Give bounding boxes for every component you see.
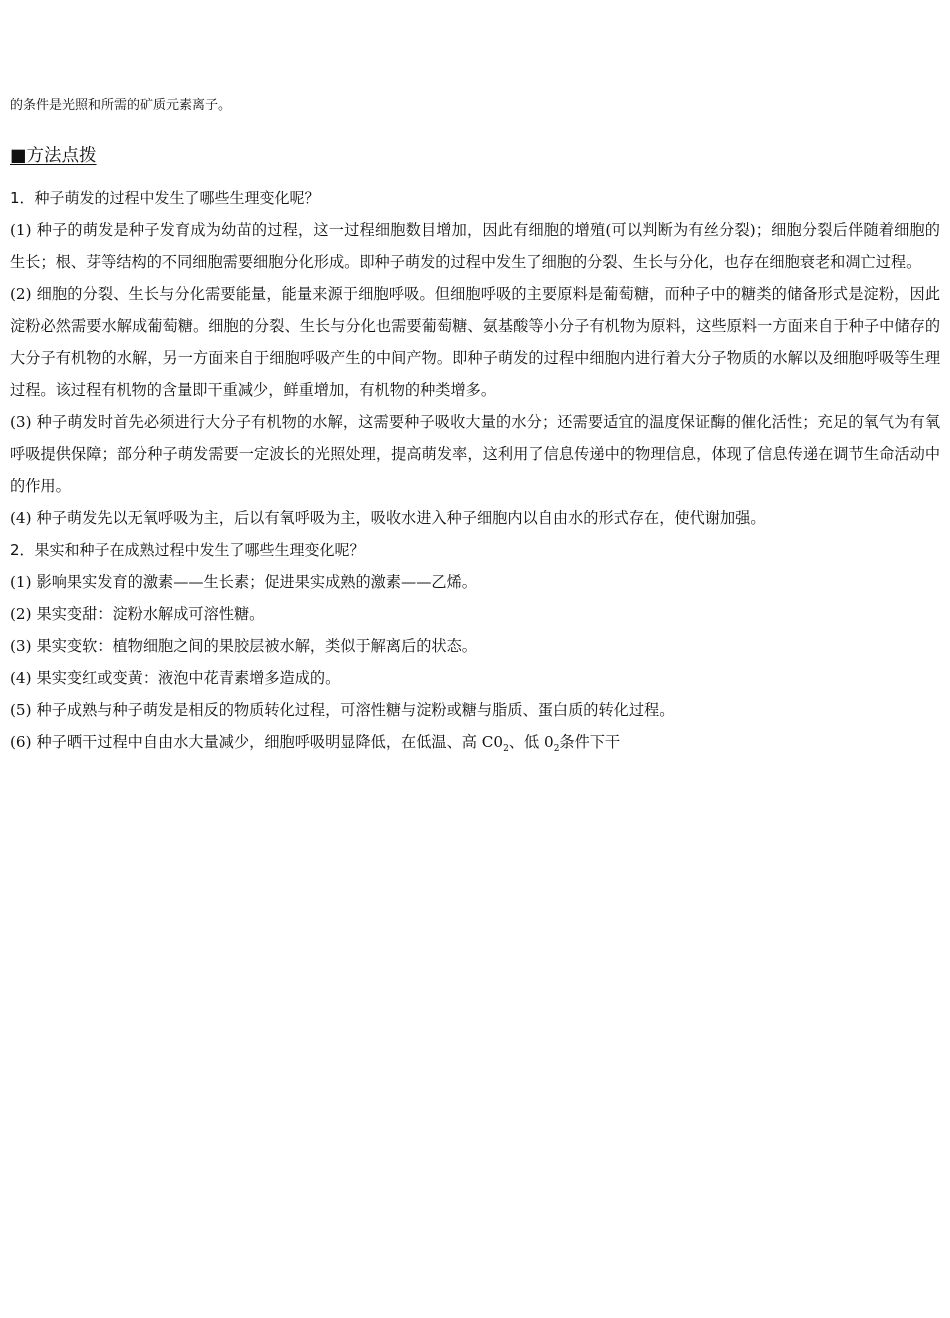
item-text: 果实变软：植物细胞之间的果胶层被水解，类似于解离后的状态。 [36,637,477,655]
item-number: (6) [10,733,32,751]
item-text: 种子的萌发是种子发育成为幼苗的过程，这一过程细胞数目增加，因此有细胞的增殖(可以判断为有丝分裂)；细胞分裂后伴随着细胞的生长；根、芽等结构的不同细胞需要细胞分化形成。即种子萌发的过程中发生了细胞的分裂、生长与分化，也存在细胞衰老和凋亡过程。 [10,221,940,271]
item-text-a: 种子晒干过程中自由水大量减少，细胞呼吸明显降低，在低温、高 C0 [36,733,504,751]
item-text-b: 、低 0 [508,733,554,751]
q2-item-5 [10,694,940,726]
question-number: 1． [10,189,35,207]
item-number: (2) [10,605,32,623]
q1-item-1 [10,214,940,278]
item-number: (4) [10,669,32,687]
item-text: 果实变红或变黄：液泡中花青素增多造成的。 [36,669,341,687]
subscript-2: 2 [553,744,560,755]
question-title: 种子萌发的过程中发生了哪些生理变化呢？ [34,189,320,207]
section-heading [10,144,97,168]
q2-item-1 [10,566,940,598]
subscript-2: 2 [503,744,509,755]
item-text: 种子萌发时首先必须进行大分子有机物的水解，这需要种子吸收大量的水分；还需要适宜的温度保证酶的催化活性；充足的氧气为有氧呼吸提供保障；部分种子萌发需要一定波长的光照处理，提高萌发率，这利用了信息传递中的物理信息，体现了信息传递在调节生命活动中的作用。 [10,413,940,495]
item-text: 种子萌发先以无氧呼吸为主，后以有氧呼吸为主，吸收水进入种子细胞内以自由水的形式存在，使代谢加强。 [36,509,766,527]
q1-item-2 [10,278,940,406]
item-text: 果实变甜：淀粉水解成可溶性糖。 [36,605,265,623]
item-number: (4) [10,509,32,527]
question-title: 果实和种子在成熟过程中发生了哪些生理变化呢？ [34,541,365,559]
q1-item-3 [10,406,940,502]
item-number: (5) [10,701,32,719]
item-text-c: 条件下干 [559,733,621,751]
q1-item-4 [10,502,940,534]
document-body [10,182,940,758]
q2-item-4 [10,662,940,694]
continued-text-line: 的条件是光照和所需的矿质元素离子。 [10,98,232,113]
item-number: (1) [10,573,32,591]
square-bullet-icon: ■ [10,146,27,166]
item-number: (2) [10,285,32,303]
question-2-heading [10,534,940,566]
question-1-heading [10,182,940,214]
section-title: 方法点拨 [26,146,97,166]
q2-item-3 [10,630,940,662]
item-number: (3) [10,637,32,655]
item-text: 影响果实发育的激素——生长素；促进果实成熟的激素——乙烯。 [36,573,477,591]
q2-item-6 [10,726,940,758]
item-number: (1) [10,221,32,239]
item-text: 细胞的分裂、生长与分化需要能量，能量来源于细胞呼吸。但细胞呼吸的主要原料是葡萄糖，而种子中的糖类的储备形式是淀粉，因此淀粉必然需要水解成葡萄糖。细胞的分裂、生长与分化也需要葡萄糖、氨基酸等小分子有机物为原料，这些原料一方面来自于种子中储存的大分子有机物的水解，另一方面来自于细胞呼吸产生的中间产物。即种子萌发的过程中细胞内进行着大分子物质的水解以及细胞呼吸等生理过程。该过程有机物的含量即干重减少，鲜重增加，有机物的种类增多。 [10,285,940,399]
item-text: 种子成熟与种子萌发是相反的物质转化过程，可溶性糖与淀粉或糖与脂质、蛋白质的转化过程。 [36,701,675,719]
item-number: (3) [10,413,32,431]
q2-item-2 [10,598,940,630]
question-number: 2． [10,541,35,559]
